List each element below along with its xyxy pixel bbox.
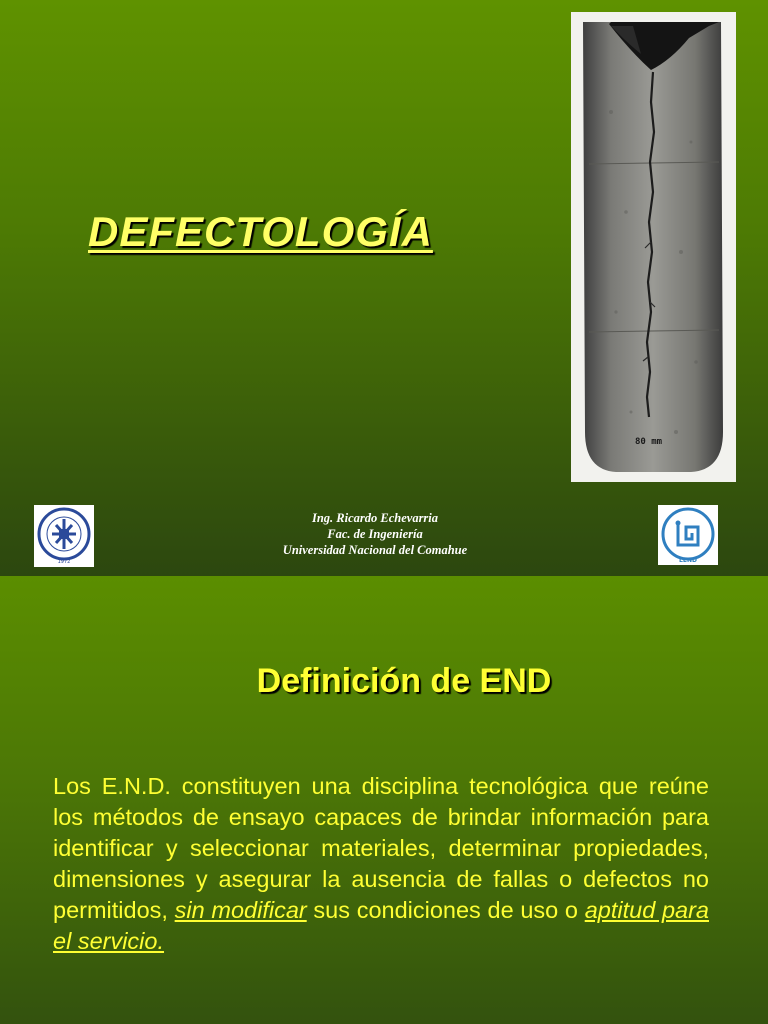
definition-paragraph (53, 771, 709, 957)
section-title: Definición de END (256, 662, 552, 700)
lend-logo-icon (658, 505, 718, 565)
paragraph-text-part2: sus condiciones de uso o (306, 897, 585, 923)
author-name: Ing. Ricardo Echevarria (311, 511, 439, 525)
weld-crack-specimen-icon (571, 12, 736, 482)
faculty-name: Fac. de Ingeniería (327, 527, 423, 541)
lend-logo (658, 505, 718, 565)
university-seal-icon (34, 505, 94, 567)
photo-scale-label: 80 mm (635, 437, 663, 447)
author-credits (200, 510, 550, 558)
university-seal-logo (34, 505, 94, 567)
slide-title: DEFECTOLOGÍA (88, 208, 433, 255)
lend-acronym: LEND (679, 557, 697, 564)
weld-specimen-photo (571, 12, 736, 482)
paragraph-text-part1: Los E.N.D. constituyen una disciplina tecnológica que reúne los métodos de ensayo capaces de brindar información para identificar y seleccionar materiales, determinar propiedades, dimensiones y asegurar la ausencia de fallas o defectos no permitidos, (53, 773, 709, 923)
emphasis-sin-modificar: sin modificar (174, 897, 307, 923)
emphasis-aptitud: aptitud para el servicio. (53, 897, 709, 954)
seal-year: 1972 (57, 559, 71, 565)
university-name: Universidad Nacional del Comahue (282, 543, 468, 557)
